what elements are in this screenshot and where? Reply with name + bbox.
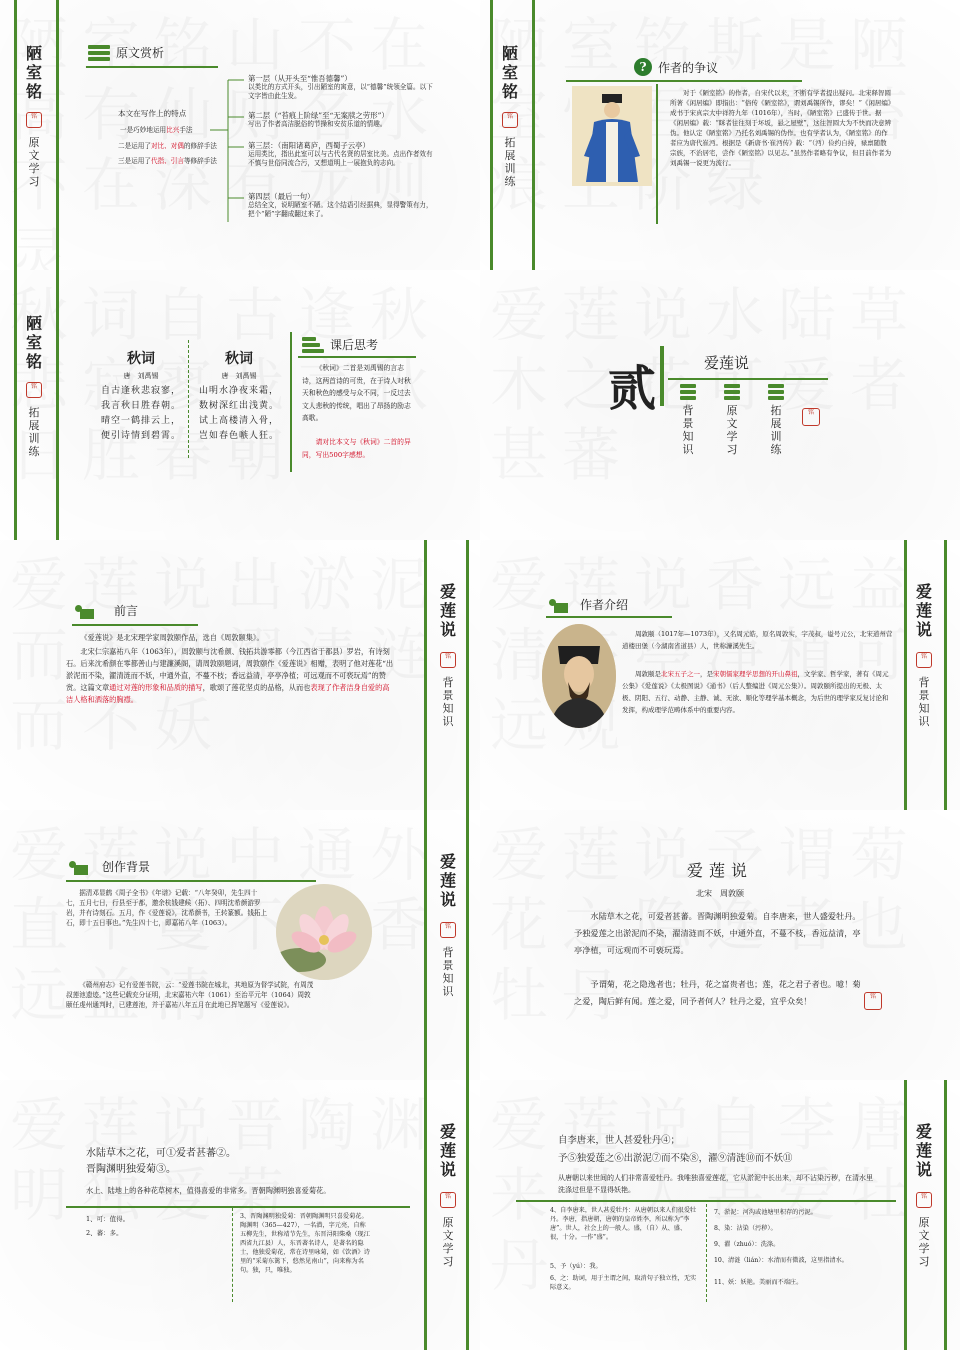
liu-yuxi-portrait	[572, 86, 652, 186]
slide-7-background	[0, 810, 480, 1080]
divider-bar	[56, 270, 59, 540]
vertical-title: 陋室铭	[501, 44, 518, 101]
chapter-title: 爱莲说	[704, 354, 750, 372]
translation: 水上、陆地上的各种花草树木，值得喜爱的非常多。晋朝陶渊明独喜爱菊花。	[86, 1186, 331, 1195]
divider-bar	[904, 1080, 907, 1350]
layer-4-head: 第四层（最后一句）	[248, 192, 315, 201]
seal-icon: 铭	[26, 382, 42, 398]
notes-line	[516, 1200, 896, 1202]
note-9: 9、濯（zhuó）：洗涤。	[714, 1241, 780, 1248]
vertical-subtitle: 背景知识	[918, 676, 930, 728]
text-p1: 水陆草木之花，可爱者甚蕃。晋陶渊明独爱菊。自李唐来，世人盛爱牡丹。予独爱莲之出淤泥而不染，濯清涟而不妖，中通外直，不蔓不枝，香远益清，亭亭净植，可远观而不可亵玩焉。	[574, 911, 861, 955]
seal-icon: 铭	[864, 992, 882, 1010]
vertical-title: 爱莲说	[439, 582, 456, 639]
person-board-icon	[68, 859, 90, 875]
seal-icon: 铭	[26, 112, 42, 128]
vertical-subtitle: 原文学习	[28, 136, 40, 188]
think-divider	[290, 332, 292, 472]
dispute-text: 对于《陋室铭》的作者，自宋代以来，不断有学者提出疑问。北宋释智圆所著《闲居编》即指出：“俗传《陋室铭》，谓刘禹锡所作，谬矣！”《闲居编》成书于宋真宗大中祥符九年（1016年），当时，《陋室铭》已盛传于世。据《闲居编》载：“眯者往往刻于坏坂，悬之屋壁”，这往智圆大为不快而决意辨伪。他认定《陋室铭》乃托名刘禹锡的伪作。也有学者认为，《陋室铭》的作者应为唐代崔沔。根据是《新唐书·崔沔传》载：“（沔）俭约自持，禄禀随散宗族，不治居宅，尝作《陋室铭》以见志。”虽然作者略有争议，但目前作者为刘禹锡一说更为流行。	[670, 89, 892, 167]
feature-1-a: 一是巧妙地运用	[120, 126, 167, 134]
section-underline	[66, 880, 316, 882]
source-line-2: 予⑤独爱莲之⑥出淤泥⑦而不染⑧，濯⑨清涟⑩而不妖⑪	[558, 1153, 793, 1164]
author-p2	[622, 668, 894, 716]
slide-2-author-dispute	[480, 0, 960, 270]
note-1: 1、可：值得。	[86, 1215, 130, 1223]
seal-icon: 铭	[802, 408, 820, 426]
poem-2-author: 唐 刘禹锡	[221, 372, 257, 380]
section-header	[548, 596, 628, 613]
poem-2-title: 秋词	[225, 351, 253, 367]
vertical-title: 爱莲说	[915, 582, 932, 639]
menu-label: 拓展训练	[770, 404, 782, 456]
preface-p2-a: 北宋仁宗嘉祐八年（1063年），周敦颐与沈希颜、钱拓共游零都（今江西省于都县）罗岩，有诗刻石。后来沈希颜在零都善山与建濂溪阁，请周敦颐题词，周敦颐作《爱莲说》相赠，表明了他对莲花“出淤泥而不染，濯清涟而不妖，中通外直，不蔓不枝；香远益清，亭亭净植；可远观而不可亵玩焉”的赞赏。这篇文章	[66, 647, 394, 692]
source-line-2: 晋陶渊明独爱菊③。	[86, 1164, 176, 1175]
note-10: 10、清涟（lián）：水清而有微波，这里指清水。	[714, 1257, 848, 1264]
section-header	[634, 58, 718, 76]
feature-2-a: 二是运用了	[118, 142, 151, 150]
layer-2-head: 第二层（“苔痕上阶绿”至“无案牍之劳形”）	[248, 111, 389, 120]
right-bar	[466, 1080, 469, 1350]
note-3: 3、晋陶渊明独爱菊：晋朝陶渊明只喜爱菊花。陶渊明（365—427），一名潜，字元亮，自称五柳先生，世称靖节先生，东晋浔阳柴桑（现江西省九江县）人，东晋著名诗人，是著名的隐士，他独爱菊花，常在诗里咏菊，如《饮酒》诗里的“采菊东篱下，悠然见南山”，向来称为名句。独，只，唯独。	[240, 1213, 370, 1274]
seal-icon: 铭	[440, 652, 456, 668]
section-header	[68, 858, 150, 875]
author-p2-a: 周敦颐是	[635, 670, 661, 678]
portrait-figure-icon	[572, 86, 652, 186]
menu-label: 背景知识	[682, 404, 694, 456]
section-underline	[72, 624, 198, 626]
section-underline	[298, 356, 416, 358]
vertical-subtitle: 背景知识	[442, 946, 454, 998]
note-7: 7、淤泥：河沟或池塘里积存的污泥。	[714, 1209, 817, 1216]
preface-p2	[66, 646, 396, 706]
poem-1-line: 我言秋日胜春朝。	[100, 401, 181, 411]
background-p1: 据清邓显鹤《周子全书》《年谱》记载：“八年癸卯，先生四十七，五月七日，行县至于都，邀余杭钱建候（拓）、四明沈希颜游罗岩，并有诗刻石。五月，作《爱莲说》，沈希颜书，王转篆额。钱拓上石，即十五日事也。”先生四十七，即嘉祐八年（1063）。	[66, 889, 268, 927]
lotus-flower-icon	[276, 884, 372, 980]
poem-1-line: 便引诗情到碧霄。	[100, 431, 181, 441]
section-header	[74, 602, 138, 619]
poem-2-line: 岂如春色嗾人狂。	[198, 431, 279, 441]
layer-4	[248, 192, 438, 219]
section-title: 作者的争议	[658, 60, 719, 75]
layer-3-text: 运用类比，指出此室可以与古代名贤的居室比美。点出作者效有不慎与世俗同流合污，又想道明上一展抱负的志向。	[248, 150, 433, 167]
poem-1	[96, 348, 186, 444]
vertical-subtitle: 背景知识	[442, 676, 454, 728]
slide-5-preface	[0, 540, 480, 810]
note-5: 5、予（yú）：我。	[550, 1263, 602, 1270]
person-board-icon	[74, 603, 96, 619]
text-p2: 予谓菊，花之隐逸者也；牡丹，花之富贵者也；莲，花之君子者也。噫！菊之爱，陶后鲜有闻。莲之爱，同予者何人？牡丹之爱，宜乎众矣！	[574, 979, 861, 1006]
notes-line	[66, 1206, 410, 1208]
vertical-subtitle: 拓展训练	[504, 136, 516, 188]
books-icon	[302, 337, 324, 353]
right-bar	[944, 540, 947, 810]
book-icon	[768, 384, 784, 400]
vertical-title: 爱莲说	[439, 852, 456, 909]
seal-icon: 铭	[502, 112, 518, 128]
feature-1-red: 比兴	[166, 126, 180, 134]
source-line-1: 自李唐来，世人甚爱牡丹④；	[558, 1135, 680, 1146]
menu-label: 原文学习	[726, 404, 738, 456]
vertical-subtitle: 原文学习	[918, 1216, 930, 1268]
text-divider	[656, 84, 658, 224]
question-icon: ?	[634, 58, 652, 76]
section-title: 创作背景	[102, 860, 151, 874]
book-icon	[680, 384, 696, 400]
notes-divider	[706, 1204, 707, 1302]
layer-1-head: 第一层（从开头至“惟吾德馨”）	[248, 74, 352, 83]
layer-4-text: 总结全文，说明陋室不陋。这个结语引经据典，显得警策有力，把个“陋”字翻成翻过来了。	[248, 201, 433, 218]
right-bar	[944, 1080, 947, 1350]
poem-1-title: 秋词	[127, 351, 155, 367]
poem-2	[194, 348, 284, 444]
portrait-figure-icon	[542, 624, 616, 728]
background-p2: 《赣州府志》记有爱莲书院，云：“爱莲书院在城北，其地原为督学试院，有周茂叔莲池遗迹。”这些记载充分证明，北宋嘉祐六年（1061）至治平元年（1064）周敦颐任虔州通判时，已建莲池，并于嘉祐八年五月在此地已挥笔题写《爱莲说》。	[66, 981, 314, 1009]
slide-6-author-intro	[480, 540, 960, 810]
vertical-title: 陋室铭	[25, 44, 42, 101]
vertical-title: 爱莲说	[915, 1122, 932, 1179]
source-line-1: 水陆草木之花，可①爱者甚蕃②。	[86, 1148, 236, 1159]
chapter-underline	[668, 378, 828, 380]
divider-bar	[424, 540, 427, 810]
text-author: 北宋 周敦颐	[696, 889, 744, 898]
poem-1-line: 晴空一鹤排云上，	[100, 416, 181, 426]
menu-item-background[interactable]	[680, 384, 700, 456]
section-title: 课后思考	[330, 338, 379, 352]
feature-3-red: 代指、引言	[150, 157, 184, 165]
seal-icon: 铭	[440, 922, 456, 938]
preface-p1: 《爱莲说》是北宋理学家周敦颐作品，选自《周敦颐集》。	[80, 633, 264, 642]
slide-3-autumn-poems	[0, 270, 480, 540]
note-11: 11、妖：妖艳。美丽而不端庄。	[714, 1279, 803, 1286]
feature-2-red: 对比、对偶	[150, 142, 184, 150]
chapter-number: 贰	[608, 361, 657, 417]
author-p2-b: ，是	[700, 670, 713, 678]
section-title: 前言	[114, 604, 139, 618]
section-header	[302, 336, 378, 353]
person-board-icon	[548, 597, 570, 613]
feature-3-a: 三是运用了	[118, 157, 151, 165]
preface-p2-b: ，歌颂了莲花坚贞的品格，从而也	[202, 683, 311, 692]
feature-1-b: 手法	[179, 126, 193, 134]
note-6: 6、之：助词，用于主谓之间，取消句子独立性，无实际意义。	[550, 1275, 697, 1291]
layer-1-text: 以类比的方式开头，引出陋室的寓意，以“德馨”统领全篇。以下文字皆由此生发。	[248, 83, 433, 100]
poem-1-author: 唐 刘禹锡	[123, 372, 159, 380]
section-title: 作者介绍	[580, 598, 629, 612]
slide-4-chapter-cover	[480, 270, 960, 540]
divider-bar	[424, 810, 427, 1080]
section-title: 原文赏析	[116, 46, 165, 60]
note-4: 4、自李唐来，世人甚爱牡丹：从唐朝以来人们很爱牡丹。李唐，指唐朝，唐朝的皇帝姓李，所以称为“李唐”。世人，社会上的一般人。盛，（自）从、盛、很，十分。一作“盛”。	[550, 1207, 697, 1241]
poem-1-line: 自古逢秋悲寂寥，	[100, 386, 181, 396]
tree-lines	[0, 0, 480, 270]
zhou-dunyi-portrait	[542, 624, 616, 728]
poem-2-line: 山明水净夜来霜，	[198, 386, 279, 396]
translation: 从唐朝以来世间的人们非常喜爱牡丹。我唯独喜爱莲花，它从淤泥中长出来，却不沾染污秽，在清水里洗涤过但是不显得妖艳。	[558, 1174, 873, 1194]
layer-3-head: 第三层：（南阳诸葛庐，西蜀子云亭）	[248, 141, 370, 150]
text-title: 爱莲说	[686, 861, 753, 880]
chapter-bar	[660, 346, 664, 406]
note-8: 8、染：沾染（污秽）。	[714, 1225, 777, 1232]
layer-1	[248, 74, 438, 101]
slide-10-study-2	[480, 1080, 960, 1350]
slide-9-study-1	[0, 1080, 480, 1350]
divider-bar	[424, 1080, 427, 1350]
vertical-title: 爱莲说	[439, 1122, 456, 1179]
left-bar	[490, 0, 493, 270]
notes-divider	[232, 1208, 233, 1302]
slide-8-full-text	[480, 810, 960, 1080]
seal-icon: 铭	[440, 1192, 456, 1208]
layer-3	[248, 141, 438, 168]
divider-bar	[532, 0, 535, 270]
vertical-title: 陋室铭	[25, 314, 42, 371]
right-bar	[466, 810, 469, 1080]
menu-item-practice[interactable]	[768, 384, 788, 456]
author-p2-red1: 北宋五子之一	[661, 670, 700, 678]
book-icon	[724, 384, 740, 400]
poem-divider	[188, 340, 189, 458]
author-p2-c: ，文学家、哲学家，著有《周元公集》《爱莲说》《太极图说》《通书》（后人整编进《周元公集》）。周敦颐所提出的无极、太极、阴阳、五行、动静、主静、诚、无欲、顺化等理学基本概念，为后世的理学家反复讨论和发挥，构成理学范畴体系中的重要内容。	[622, 670, 889, 714]
section-underline	[546, 616, 672, 618]
lead-text: 本文在写作上的特点	[118, 109, 187, 118]
feature-3-b: 等修辞手法	[183, 157, 217, 165]
note-2: 2、蕃：多。	[86, 1229, 123, 1237]
vertical-subtitle: 拓展训练	[28, 406, 40, 458]
seal-icon: 铭	[916, 652, 932, 668]
author-p1: 周敦颐（1017年—1073年），又名周元皓，原名周敦实，字茂叔，谥号元公，北宋道州营道楼田堡（今湖南省道县）人，世称濂溪先生。	[622, 630, 893, 650]
menu-item-text[interactable]	[724, 384, 744, 456]
right-bar	[466, 540, 469, 810]
think-task: 请对比本文与《秋词》二首的异同，写出500字感想。	[302, 438, 411, 459]
seal-icon: 铭	[916, 1192, 932, 1208]
think-text: 《秋词》二首是刘禹锡的言志诗，这两首诗的可贵，在于诗人对秋天和秋色的感受与众不同，一反过去文人悲秋的传统，唱出了昂扬的励志高歌。	[302, 364, 411, 422]
layer-2-text: 写出了作者高洁脱俗的节操和安贫乐道的情趣。	[248, 120, 387, 128]
divider-bar	[904, 540, 907, 810]
slide-1-text-appreciation	[0, 0, 480, 270]
vertical-subtitle: 原文学习	[442, 1216, 454, 1268]
preface-p2-red1: 通过对莲的形象和品质的描写	[109, 683, 203, 692]
author-p2-red2: 宋朝儒家理学思想的开山鼻祖	[713, 670, 798, 678]
poem-2-line: 试上高楼清入骨，	[198, 416, 279, 426]
section-underline	[566, 80, 802, 82]
preface-p2-red2: 表现了作者洁身自爱的高洁人格和洒落的胸襟。	[66, 683, 390, 704]
left-bar	[14, 270, 17, 540]
poem-2-line: 数树深红出浅黄。	[198, 401, 279, 411]
lotus-painting	[276, 884, 372, 980]
feature-2-b: 的修辞手法	[183, 142, 217, 150]
layer-2	[248, 111, 438, 129]
